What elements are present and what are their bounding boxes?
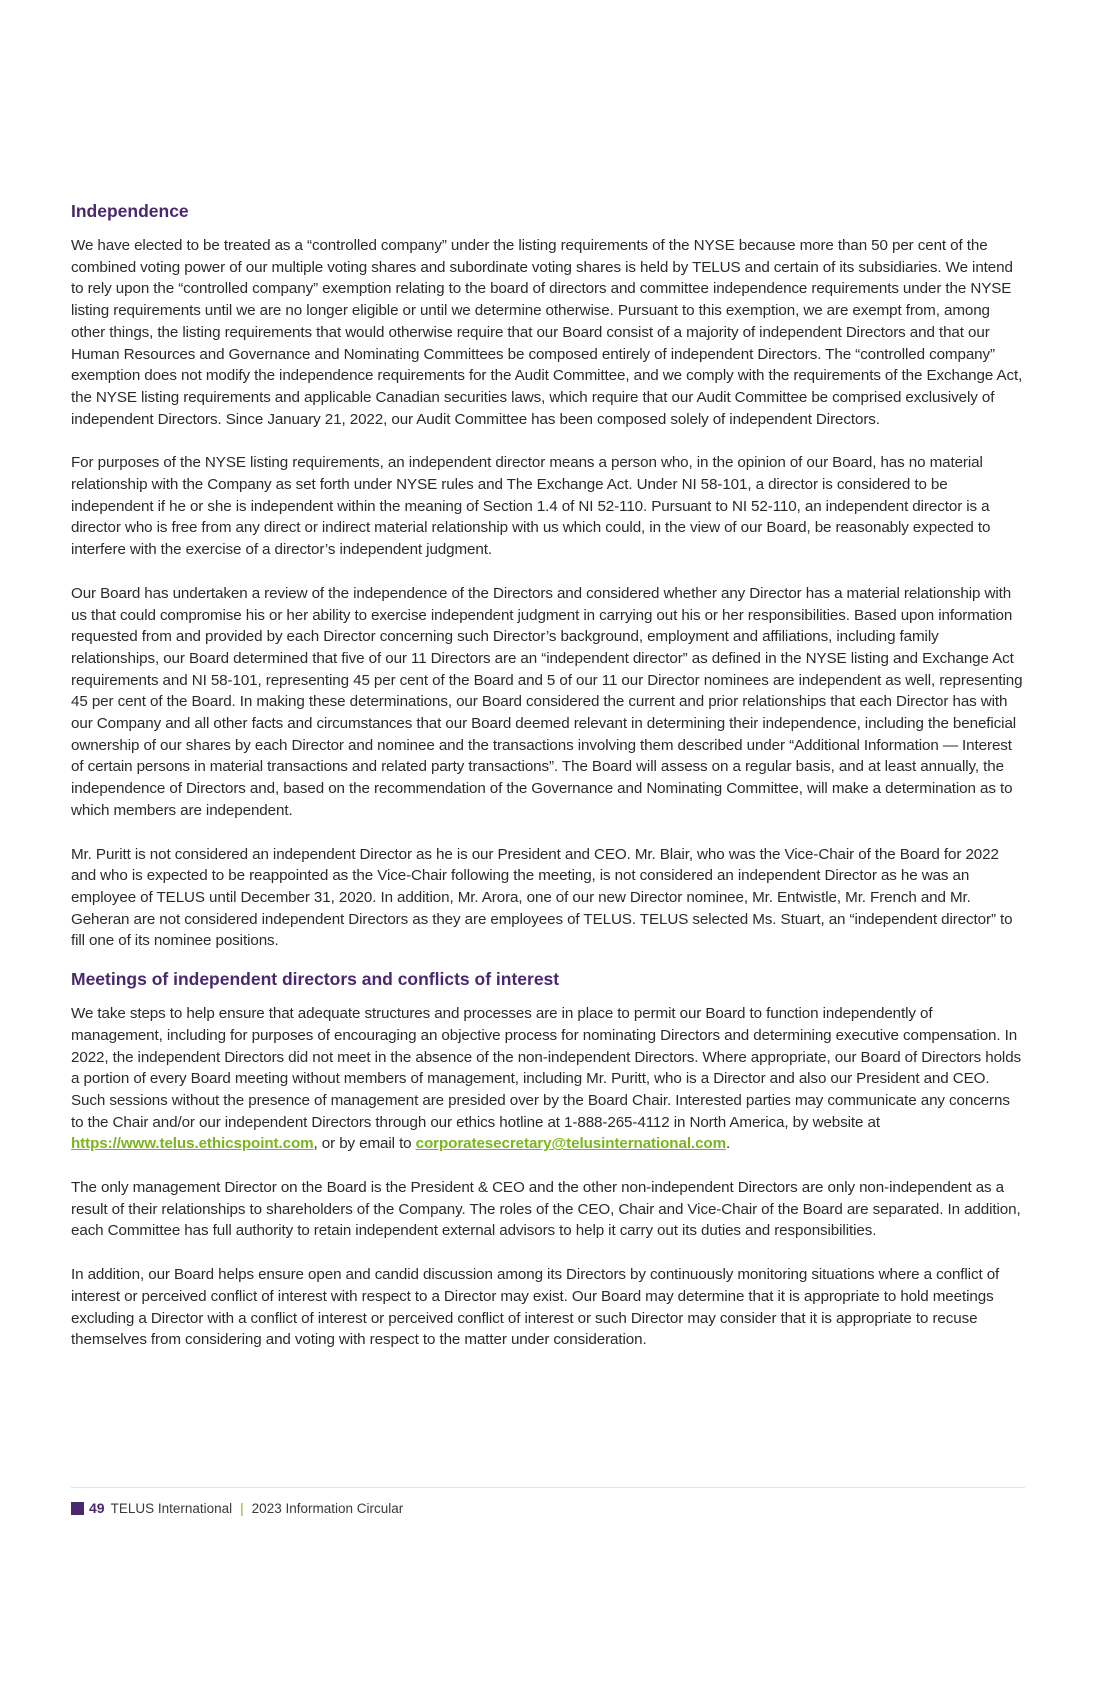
footer-square-icon	[71, 1502, 84, 1515]
paragraph-text: , or by email to	[313, 1135, 416, 1153]
paragraph-contact	[71, 1003, 1025, 1155]
paragraph: Our Board has undertaken a review of the independence of the Directors and considered whether any Director has a material relationship with us that could compromise his or her ability to exercise independent judgment in carrying out his or her responsibilities. Based upon information requested from and provided by each Director concerning such Director’s background, employment and affiliations, including family relationships, our Board determined that five of our 11 Directors are an “independent director” as defined in the NYSE listing and Exchange Act requirements and NI 58-101, representing 45 per cent of the Board and 5 of our 11 our Director nominees are independent as well, representing 45 per cent of the Board. In making these determinations, our Board considered the current and prior relationships that each Director has with our Company and all other facts and circumstances that our Board deemed relevant in determining their independence, including the beneficial ownership of our shares by each Director and nominee and the transactions involving them described under “Additional Information — Interest of certain persons in material transactions and related party transactions”. The Board will assess on a regular basis, and at least annually, the independence of Directors and, based on the recommendation of the Governance and Nominating Committee, will make a determination as to which members are independent.	[71, 584, 1023, 819]
section-heading-independence: Independence	[71, 201, 189, 221]
paragraph: Mr. Puritt is not considered an independent Director as he is our President and CEO. Mr. Blair, who was the Vice-Chair of the Board for 2022 and who is expected to be reappointed as the Vice-Chair following the meeting, is not considered an independent Director as he was an employee of TELUS until December 31, 2020. In addition, Mr. Arora, one of our new Director nominee, Mr. Entwistle, Mr. French and Mr. Geheran are not considered independent Directors as they are employees of TELUS. TELUS selected Ms. Stuart, an “independent director” to fill one of its nominee positions.	[71, 845, 1013, 950]
footer-separator: |	[240, 1500, 244, 1516]
page-content	[71, 200, 1025, 1373]
corporate-secretary-email-link[interactable]: corporatesecretary@telusinternational.com	[415, 1135, 727, 1153]
footer-document-title: 2023 Information Circular	[251, 1500, 404, 1516]
paragraph: In addition, our Board helps ensure open and candid discussion among its Directors by continuously monitoring situations where a conflict of interest or perceived conflict of interest with respect to a Director may exist. Our Board may determine that it is appropriate to hold meetings excluding a Director with a conflict of interest or perceived conflict of interest or such Director may consider that it is appropriate to recuse themselves from considering and voting with respect to the matter under consideration.	[71, 1266, 1000, 1349]
paragraph-text: We take steps to help ensure that adequate structures and processes are in place to permit our Board to function independently of management, including for purposes of encouraging an objective process for nominating Directors and determining executive compensation. In 2022, the independent Directors did not meet in the absence of the non-independent Directors. Where appropriate, our Board of Directors holds a portion of every Board meeting without members of management, including Mr. Puritt, who is a Director and also our President and CEO. Such sessions without the presence of management are presided over by the Board Chair. Interested parties may communicate any concerns to the Chair and/or our independent Directors through our ethics hotline at 1-888-265-4112 in North America, by website at	[71, 1005, 1022, 1131]
paragraph: We have elected to be treated as a “controlled company” under the listing requirements of the NYSE because more than 50 per cent of the combined voting power of our multiple voting shares and subordinate voting shares is held by TELUS and certain of its subsidiaries. We intend to rely upon the “controlled company” exemption relating to the board of directors and committee independence requirements under the NYSE listing requirements until we are no longer eligible or until we determine otherwise. Pursuant to this exemption, we are exempt from, among other things, the listing requirements that would otherwise require that our Board consist of a majority of independent Directors and that our Human Resources and Governance and Nominating Committees be composed entirely of independent Directors. The “controlled company” exemption does not modify the independence requirements for the Audit Committee, and we comply with the requirements of the Exchange Act, the NYSE listing requirements and applicable Canadian securities laws, which require that our Audit Committee be comprised exclusively of independent Directors. Since January 21, 2022, our Audit Committee has been composed solely of independent Directors.	[71, 237, 1023, 428]
paragraph-text: .	[726, 1135, 731, 1153]
page-footer	[71, 1487, 1025, 1516]
ethics-website-link[interactable]: https://www.telus.ethicspoint.com	[71, 1135, 314, 1153]
section-heading-meetings: Meetings of independent directors and conflicts of interest	[71, 969, 560, 990]
paragraph: For purposes of the NYSE listing requirements, an independent director means a person who, in the opinion of our Board, has no material relationship with the Company as set forth under NYSE rules and The Exchange Act. Under NI 58-101, a director is considered to be independent if he or she is independent within the meaning of Section 1.4 of NI 52-110. Pursuant to NI 52-110, an independent director is a director who is free from any direct or indirect material relationship with us which could, in the view of our Board, be reasonably expected to interfere with the exercise of a director’s independent judgment.	[71, 454, 991, 559]
paragraph: The only management Director on the Board is the President & CEO and the other non-independent Directors are only non-independent as a result of their relationships to shareholders of the Company. The roles of the CEO, Chair and Vice-Chair of the Board are separated. In addition, each Committee has full authority to retain independent external advisors to help it carry out its duties and responsibilities.	[71, 1179, 1021, 1240]
page-number: 49	[89, 1500, 105, 1516]
footer-company: TELUS International	[110, 1500, 233, 1516]
